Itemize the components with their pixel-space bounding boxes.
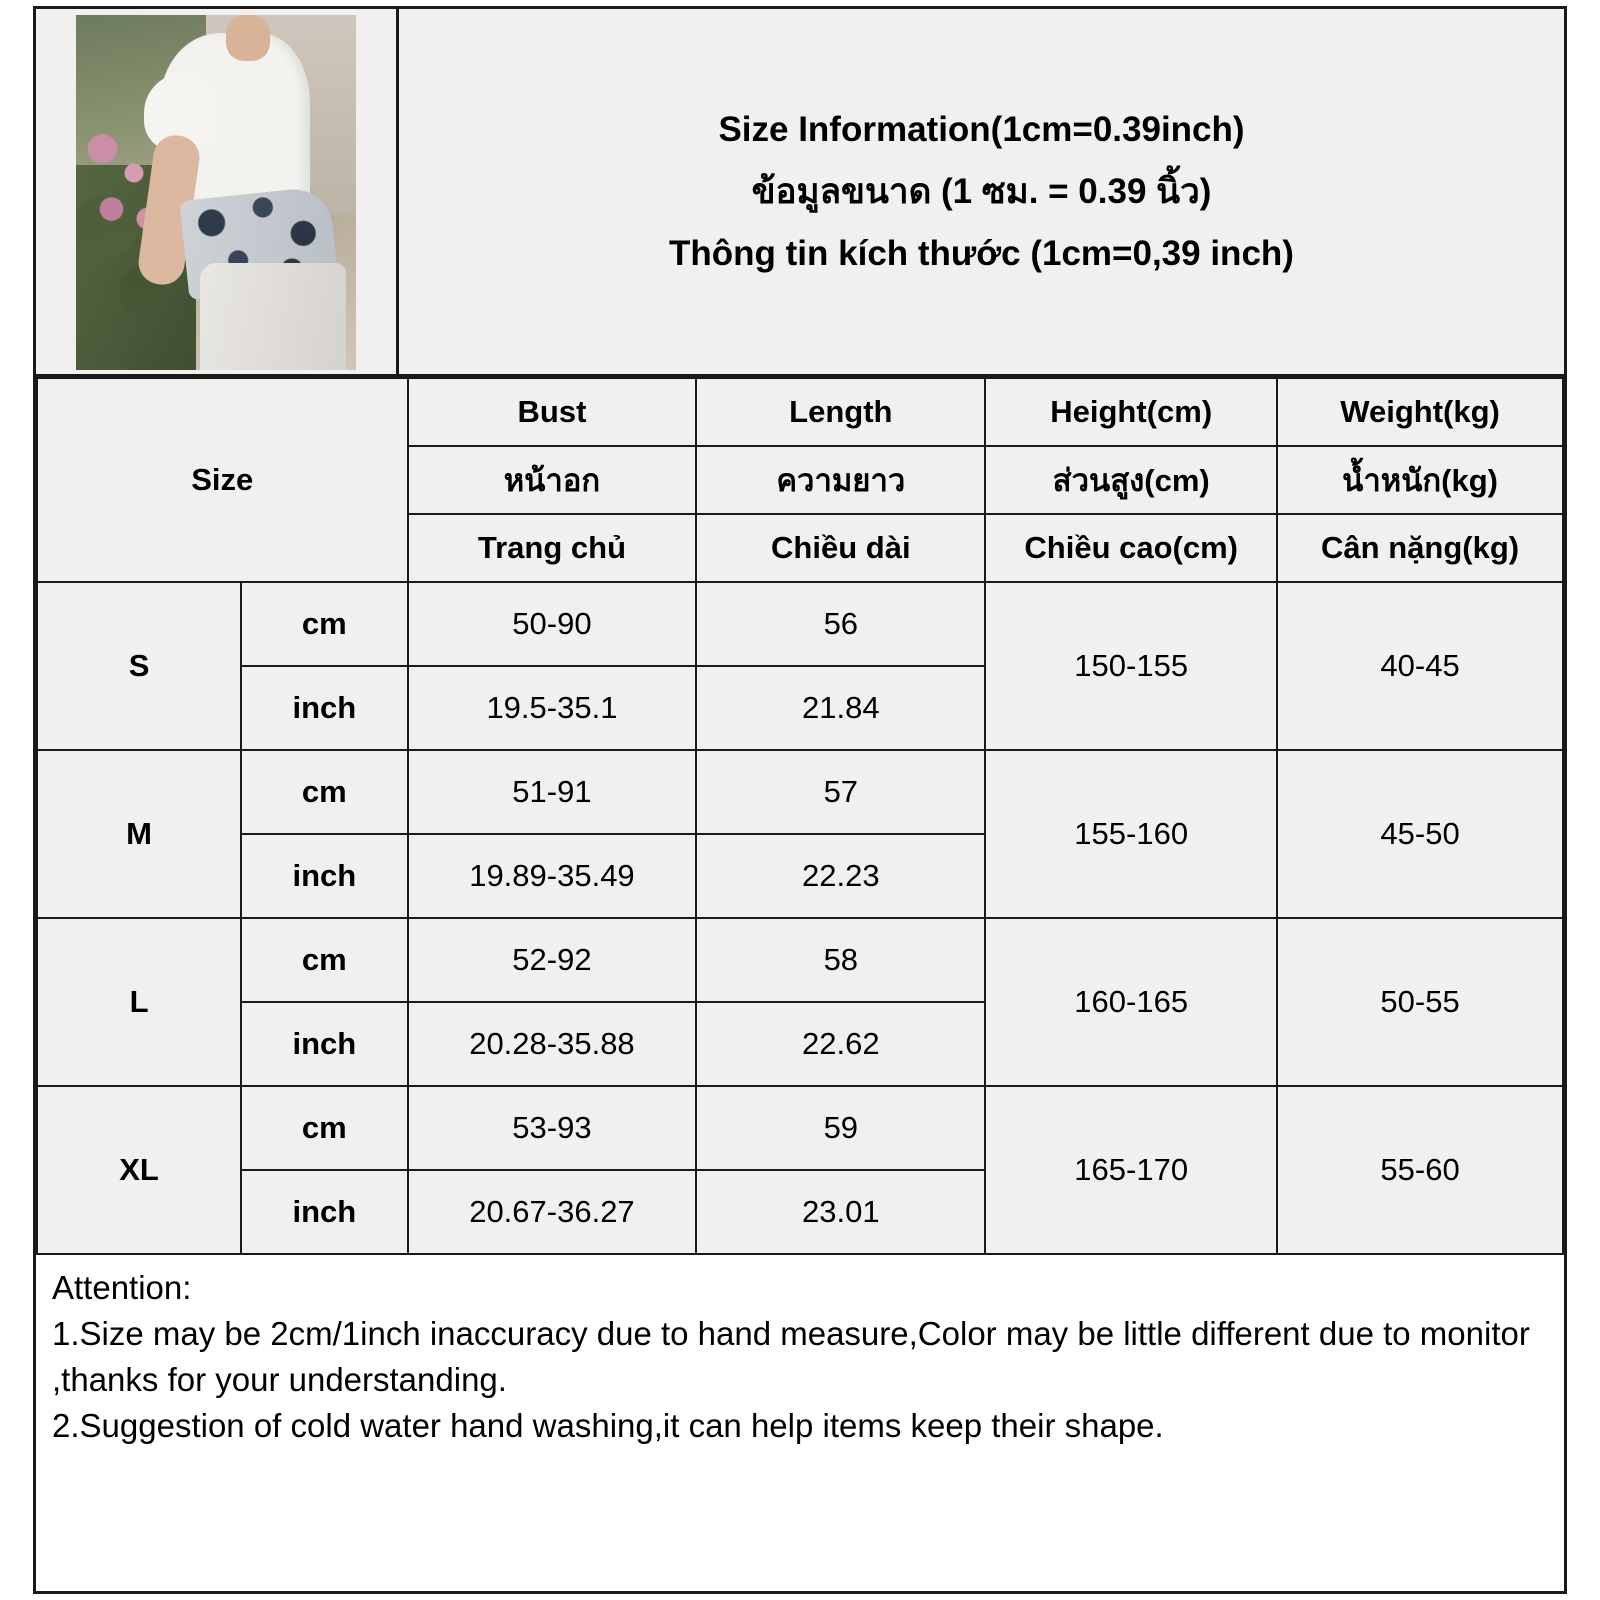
table-row [37, 1086, 1563, 1170]
size-chart-frame [33, 6, 1567, 1594]
title-line-th: ข้อมูลขนาด (1 ซม. = 0.39 นิ้ว) [751, 171, 1212, 211]
size-table [36, 377, 1564, 1255]
m-bust-cm: 51-91 [408, 750, 697, 834]
unit-inch: inch [241, 834, 407, 918]
unit-inch: inch [241, 666, 407, 750]
s-weight: 40-45 [1277, 582, 1563, 750]
m-height: 155-160 [985, 750, 1277, 918]
unit-inch: inch [241, 1002, 407, 1086]
xl-length-inch: 23.01 [696, 1170, 985, 1254]
unit-cm: cm [241, 750, 407, 834]
row-size-xl: XL [37, 1086, 241, 1254]
row-size-l: L [37, 918, 241, 1086]
col-bust-vi: Trang chủ [408, 514, 697, 582]
title-line-vi: Thông tin kích thước (1cm=0,39 inch) [669, 233, 1294, 273]
col-height-th: ส่วนสูง(cm) [985, 446, 1277, 514]
title-cell [399, 9, 1564, 374]
s-height: 150-155 [985, 582, 1277, 750]
table-row [37, 918, 1563, 1002]
l-height: 160-165 [985, 918, 1277, 1086]
xl-bust-cm: 53-93 [408, 1086, 697, 1170]
col-length-en: Length [696, 378, 985, 446]
s-length-inch: 21.84 [696, 666, 985, 750]
xl-length-cm: 59 [696, 1086, 985, 1170]
col-weight-en: Weight(kg) [1277, 378, 1563, 446]
model-photo [76, 15, 356, 370]
row-size-m: M [37, 750, 241, 918]
l-length-inch: 22.62 [696, 1002, 985, 1086]
m-length-cm: 57 [696, 750, 985, 834]
table-row [37, 582, 1563, 666]
attention-heading: Attention: [52, 1269, 192, 1306]
s-bust-inch: 19.5-35.1 [408, 666, 697, 750]
l-bust-cm: 52-92 [408, 918, 697, 1002]
attention-block [36, 1255, 1564, 1449]
col-weight-vi: Cân nặng(kg) [1277, 514, 1563, 582]
col-length-vi: Chiều dài [696, 514, 985, 582]
unit-inch: inch [241, 1170, 407, 1254]
l-weight: 50-55 [1277, 918, 1563, 1086]
table-row [37, 750, 1563, 834]
xl-height: 165-170 [985, 1086, 1277, 1254]
s-length-cm: 56 [696, 582, 985, 666]
title-line-en: Size Information(1cm=0.39inch) [718, 109, 1245, 149]
col-height-vi: Chiều cao(cm) [985, 514, 1277, 582]
product-photo-cell [36, 9, 399, 374]
s-bust-cm: 50-90 [408, 582, 697, 666]
unit-cm: cm [241, 582, 407, 666]
col-bust-th: หน้าอก [408, 446, 697, 514]
xl-weight: 55-60 [1277, 1086, 1563, 1254]
unit-cm: cm [241, 918, 407, 1002]
col-bust-en: Bust [408, 378, 697, 446]
attention-line-1: 1.Size may be 2cm/1inch inaccuracy due to hand measure,Color may be little different due to monitor ,thanks for your understanding. [52, 1315, 1530, 1398]
photo-white-skirt [200, 263, 346, 370]
l-bust-inch: 20.28-35.88 [408, 1002, 697, 1086]
m-weight: 45-50 [1277, 750, 1563, 918]
row-size-s: S [37, 582, 241, 750]
col-height-en: Height(cm) [985, 378, 1277, 446]
m-bust-inch: 19.89-35.49 [408, 834, 697, 918]
col-weight-th: น้ำหนัก(kg) [1277, 446, 1563, 514]
col-length-th: ความยาว [696, 446, 985, 514]
l-length-cm: 58 [696, 918, 985, 1002]
xl-bust-inch: 20.67-36.27 [408, 1170, 697, 1254]
unit-cm: cm [241, 1086, 407, 1170]
size-header-cell: Size [37, 378, 408, 582]
attention-line-2: 2.Suggestion of cold water hand washing,it can help items keep their shape. [52, 1407, 1164, 1444]
m-length-inch: 22.23 [696, 834, 985, 918]
table-header-row-en [37, 378, 1563, 446]
header-row [36, 9, 1564, 377]
photo-neck [226, 15, 270, 61]
